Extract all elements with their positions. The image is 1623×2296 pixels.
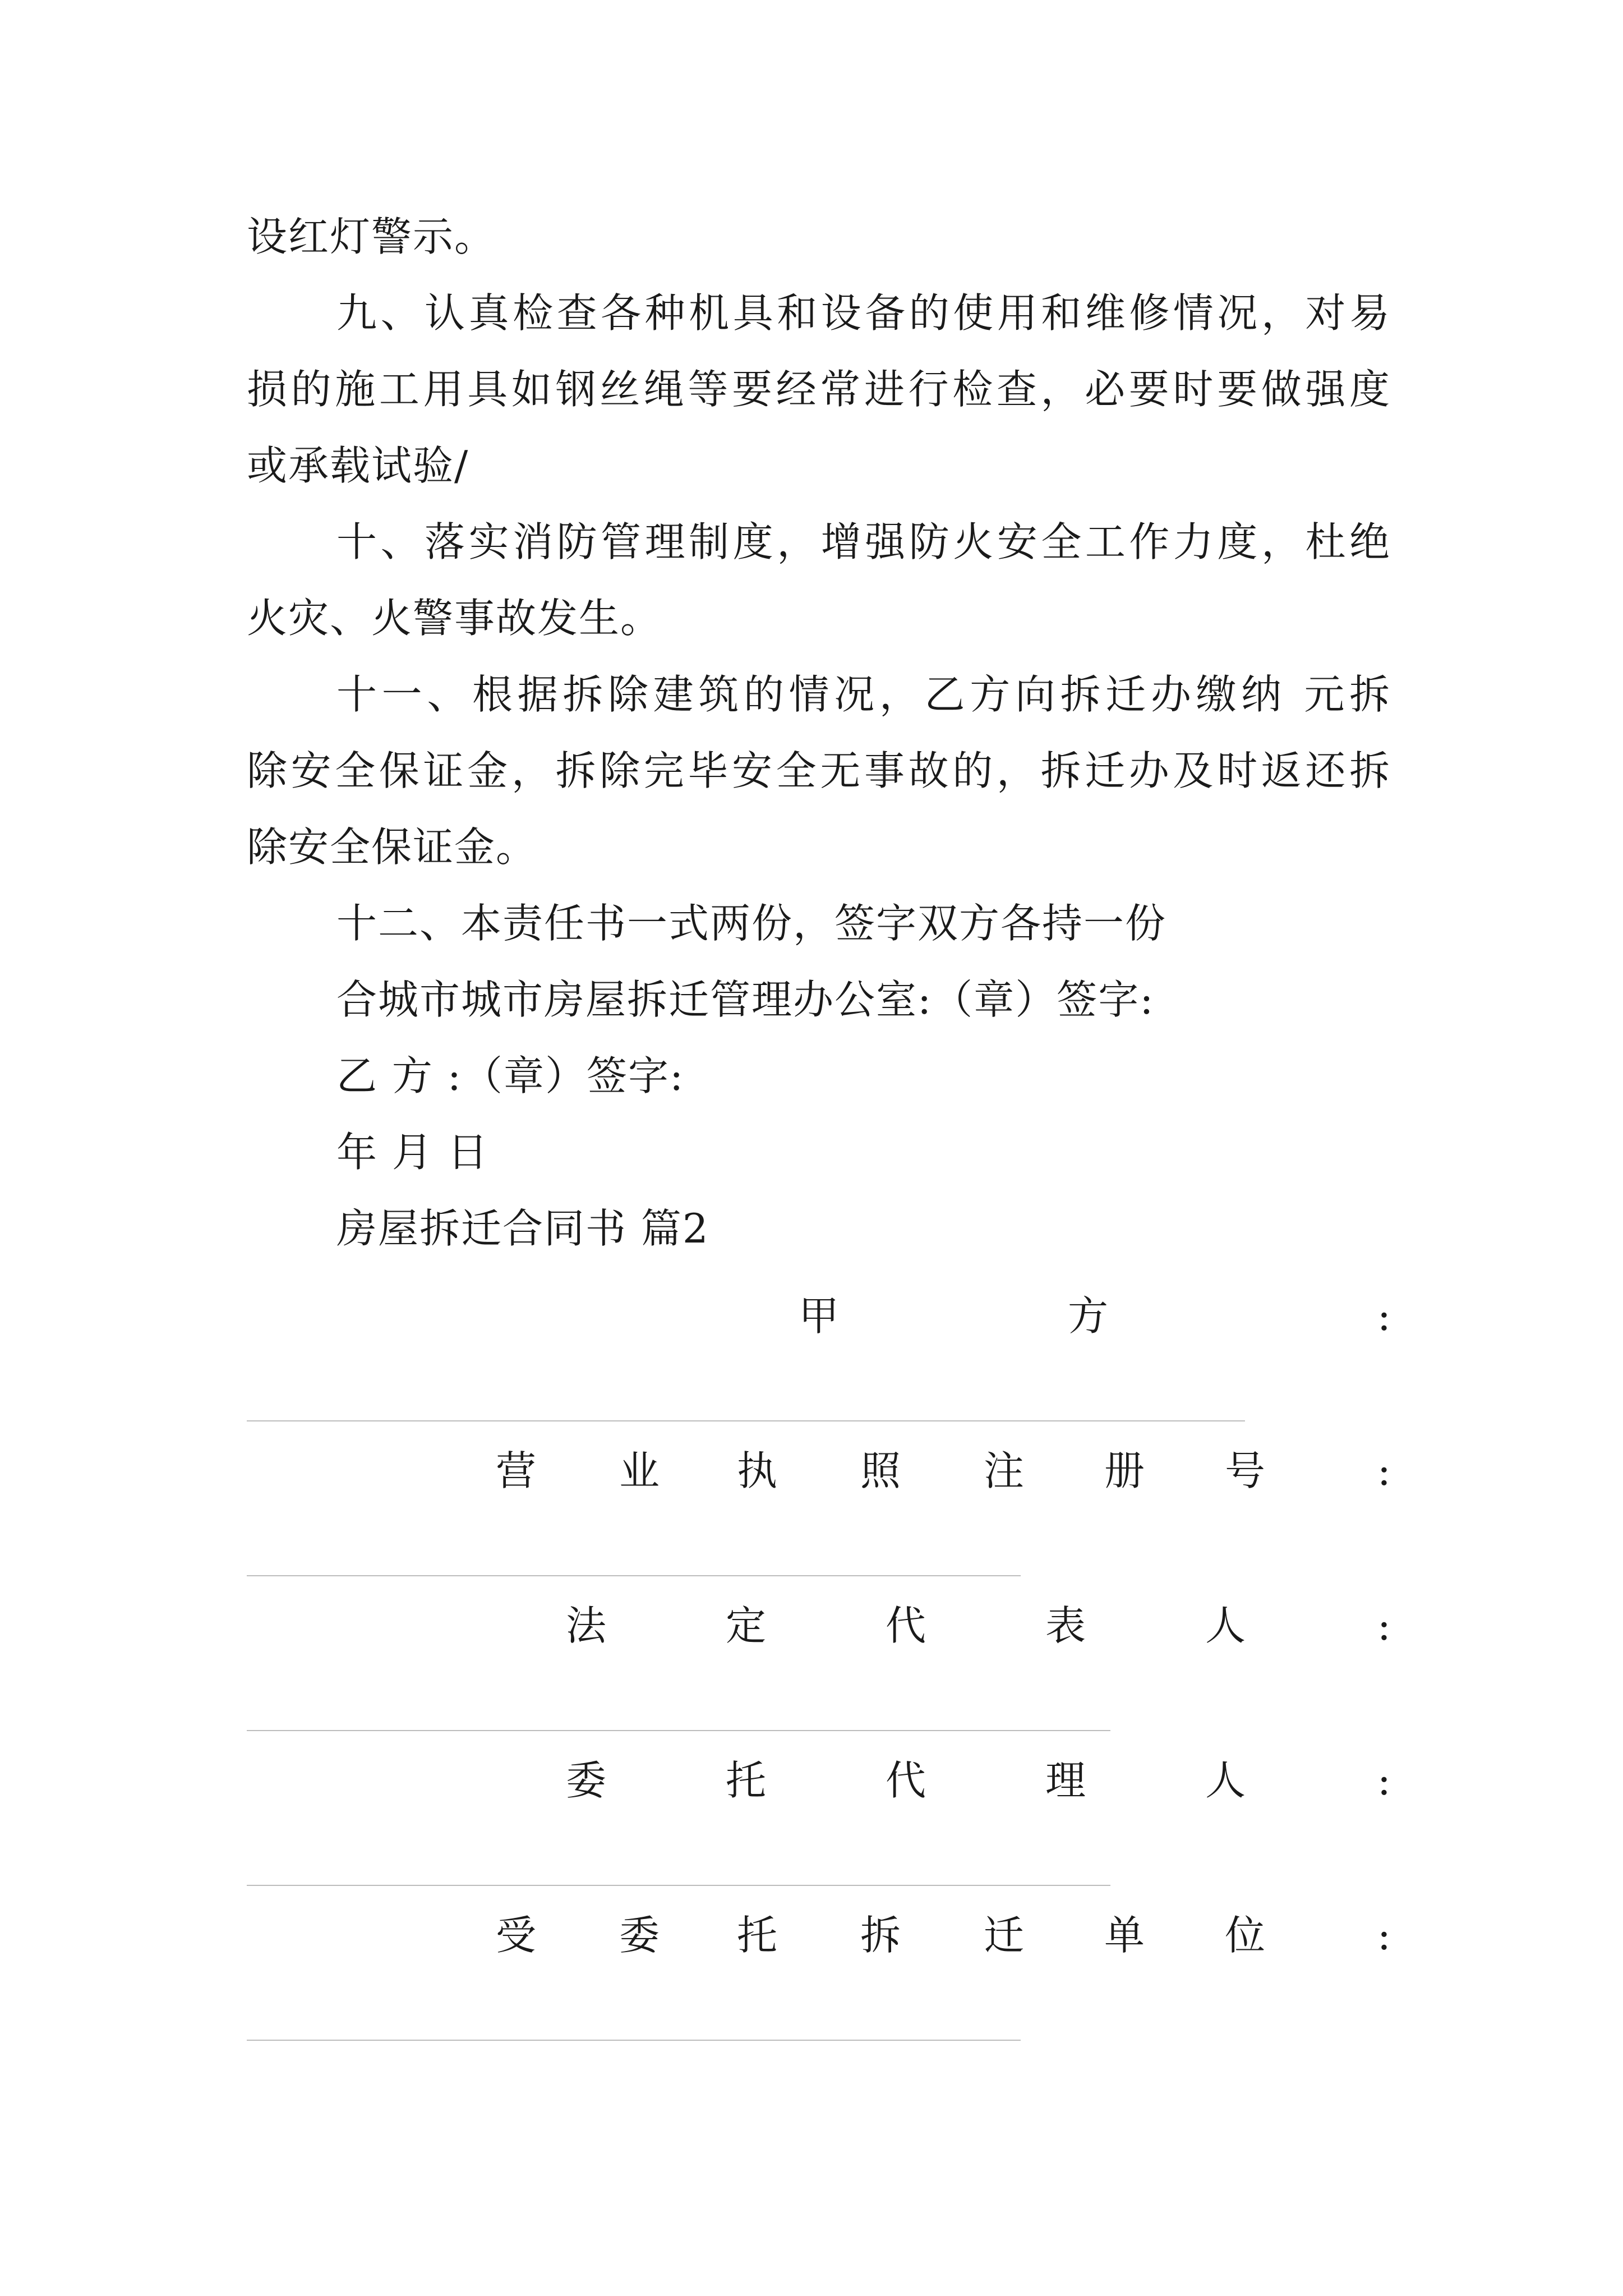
field-label-char: 人	[1205, 1602, 1246, 1649]
clause-11-line-3: 除安全保证金。	[247, 823, 538, 871]
field-label-char: 迁	[983, 1912, 1025, 1959]
clause-12-line: 十二、本责任书一式两份，签字双方各持一份	[336, 900, 1167, 947]
field-label-char: 拆	[860, 1912, 901, 1959]
field-label-char: 册	[1104, 1447, 1145, 1494]
field-label-char: 委	[619, 1912, 660, 1959]
field-underline-party-a	[247, 1420, 1245, 1421]
signature-party-b-line: 乙 方 :（章）签字:	[336, 1052, 685, 1099]
signature-office-line: 合城市城市房屋拆迁管理办公室:（章）签字:	[336, 976, 1155, 1023]
field-label-char: 单	[1104, 1912, 1145, 1959]
field-underline-authorized-agent	[247, 1885, 1110, 1886]
field-label-char: 注	[983, 1447, 1025, 1494]
field-colon: :	[1377, 1292, 1391, 1340]
field-label-char: 人	[1205, 1757, 1246, 1804]
date-line: 年 月 日	[336, 1129, 489, 1176]
form-field-legal-representative	[247, 1598, 1391, 1654]
field-underline-license-number	[247, 1575, 1021, 1576]
field-label-char: 执	[736, 1447, 778, 1494]
form-field-demolition-contractor	[247, 1907, 1391, 1963]
field-label-char: 代	[885, 1602, 926, 1649]
field-label-char: 理	[1045, 1757, 1086, 1804]
field-label-char: 委	[565, 1757, 607, 1804]
field-label-char: 表	[1045, 1602, 1086, 1649]
field-underline-demolition-contractor	[247, 2040, 1021, 2041]
field-colon: :	[1377, 1757, 1391, 1804]
form-field-party-a	[247, 1288, 1391, 1344]
field-label-char: 甲	[798, 1292, 840, 1340]
clause-11-line-1: 十一、根据拆除建筑的情况，乙方向拆迁办缴纳 元拆	[336, 671, 1391, 718]
clause-9-line-1: 九、认真检查各种机具和设备的使用和维修情况，对易	[336, 289, 1391, 337]
field-label-char: 托	[725, 1757, 767, 1804]
field-label-char: 受	[495, 1912, 537, 1959]
field-label-char: 法	[565, 1602, 607, 1649]
field-colon: :	[1377, 1602, 1391, 1649]
clause-10-line-2: 火灾、火警事故发生。	[247, 595, 662, 642]
field-label-char: 托	[736, 1912, 778, 1959]
field-colon: :	[1377, 1912, 1391, 1959]
field-label-char: 照	[860, 1447, 901, 1494]
field-label-char: 位	[1224, 1912, 1266, 1959]
body-line: 设红灯警示。	[247, 213, 496, 260]
field-underline-legal-representative	[247, 1730, 1110, 1731]
field-label-char: 代	[885, 1757, 926, 1804]
section-heading: 房屋拆迁合同书 篇2	[336, 1205, 709, 1252]
clause-9-line-3: 或承载试验/	[247, 442, 469, 489]
field-label-char: 方	[1067, 1292, 1109, 1340]
field-label-char: 定	[725, 1602, 767, 1649]
clause-11-line-2: 除安全保证金，拆除完毕安全无事故的，拆迁办及时返还拆	[247, 747, 1391, 794]
clause-9-line-2: 损的施工用具如钢丝绳等要经常进行检查，必要时要做强度	[247, 366, 1391, 413]
field-label-char: 业	[619, 1447, 660, 1494]
form-field-authorized-agent	[247, 1752, 1391, 1809]
field-colon: :	[1377, 1447, 1391, 1494]
field-label-char: 营	[495, 1447, 537, 1494]
clause-10-line-1: 十、落实消防管理制度，增强防火安全工作力度，杜绝	[336, 518, 1391, 565]
field-label-char: 号	[1224, 1447, 1266, 1494]
form-field-license-number	[247, 1443, 1391, 1499]
